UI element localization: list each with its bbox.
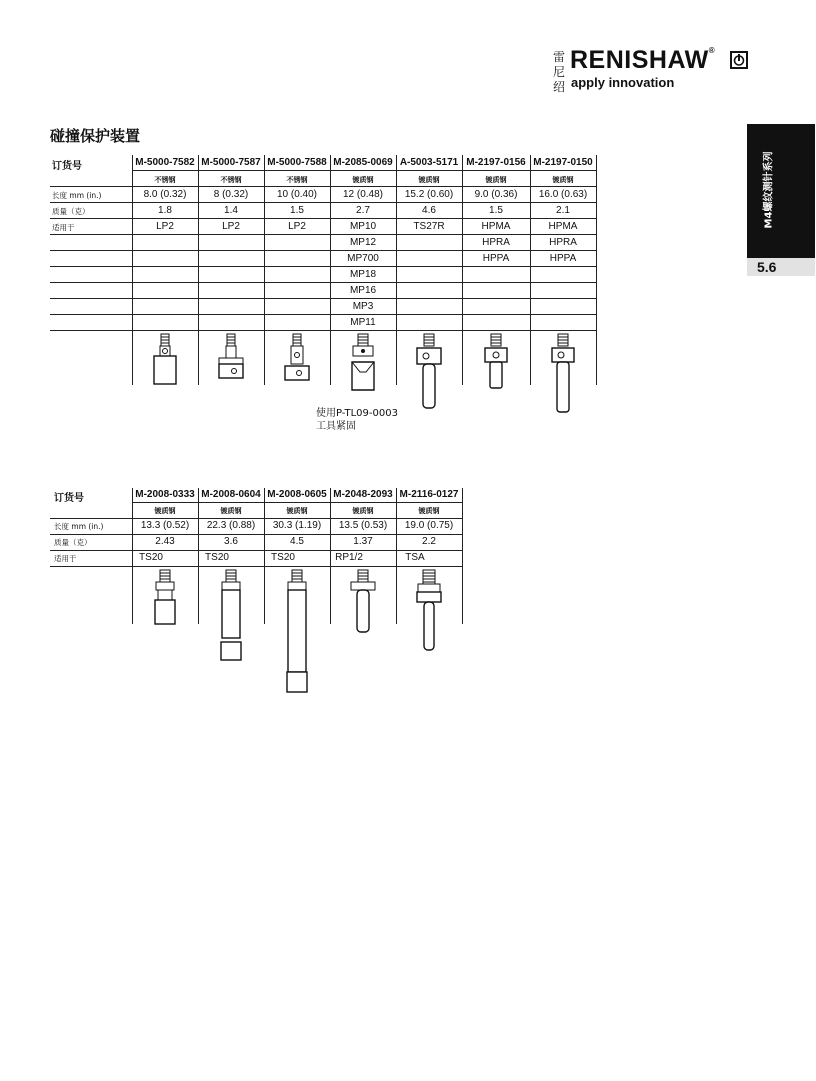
probe-part-drawing xyxy=(283,334,311,459)
mass-value: 2.7 xyxy=(356,205,370,216)
probe-part-drawing xyxy=(217,570,245,695)
row-divider xyxy=(50,566,462,567)
length-value: 15.2 (0.60) xyxy=(404,189,454,200)
product-code: M-2197-0156 xyxy=(466,157,526,168)
mass-value: 4.5 xyxy=(290,536,304,547)
compatible-probe: TS27R xyxy=(413,221,445,232)
compatible-probe: MP12 xyxy=(349,237,377,248)
length-value: 8.0 (0.32) xyxy=(143,189,187,200)
length-value: 10 (0.40) xyxy=(276,189,318,200)
compatible-probe: MP700 xyxy=(347,253,379,264)
mass-value: 3.6 xyxy=(224,536,238,547)
row-label: 长度 mm (in.) xyxy=(52,191,102,200)
row-divider xyxy=(132,170,596,171)
probe-part-drawing xyxy=(415,334,443,459)
compatible-probe: HPPA xyxy=(482,253,510,264)
probe-part-drawing xyxy=(415,570,443,695)
registered-mark: ® xyxy=(708,46,716,55)
page-number-box xyxy=(747,258,815,276)
page-number: 5.6 xyxy=(757,259,777,275)
length-value: 16.0 (0.63) xyxy=(538,189,588,200)
length-value: 9.0 (0.36) xyxy=(474,189,518,200)
product-code: M-2008-0604 xyxy=(201,489,261,500)
product-code: M-5000-7582 xyxy=(135,157,195,168)
mass-value: 1.5 xyxy=(489,205,503,216)
compatible-probe: TS20 xyxy=(205,552,229,563)
mass-value: 2.1 xyxy=(556,205,570,216)
probe-part-drawing xyxy=(549,334,577,459)
column-divider xyxy=(596,155,597,385)
row-label: 适用于 xyxy=(52,223,75,232)
tagline: apply innovation xyxy=(571,75,675,90)
compatible-probe: MP18 xyxy=(349,269,377,280)
probe-part-drawing xyxy=(217,334,245,459)
material-label: 镀质钢 xyxy=(154,507,176,515)
length-value: 13.3 (0.52) xyxy=(140,520,190,531)
compatible-probe: MP16 xyxy=(349,285,377,296)
compatible-probe: HPRA xyxy=(482,237,510,248)
product-code: A-5003-5171 xyxy=(399,157,459,168)
logo-char: 雷 xyxy=(553,50,566,64)
column-divider xyxy=(462,488,463,624)
table-header-label: 订货号 xyxy=(52,161,82,172)
product-code: M-2116-0127 xyxy=(399,489,459,500)
compatible-probe: MP3 xyxy=(352,301,374,312)
compatible-probe: TSA xyxy=(405,552,425,563)
compatible-probe: HPMA xyxy=(548,221,578,232)
compatible-probe: MP11 xyxy=(350,317,376,328)
material-label: 镀质钢 xyxy=(485,176,507,184)
logo-char: 绍 xyxy=(553,80,566,94)
compatible-probe: LP2 xyxy=(156,221,174,232)
compatible-probe: TS20 xyxy=(139,552,163,563)
logo-text: RENISHAW xyxy=(570,46,709,74)
tool-note xyxy=(316,407,398,433)
mass-value: 1.37 xyxy=(353,536,373,547)
probe-part-drawing xyxy=(151,334,179,459)
length-value: 13.5 (0.53) xyxy=(338,520,388,531)
logo-chinese-name xyxy=(553,50,567,95)
probe-part-drawing xyxy=(482,334,510,459)
renishaw-logo xyxy=(570,46,715,75)
row-label: 长度 mm (in.) xyxy=(54,522,104,531)
mass-value: 1.4 xyxy=(224,205,238,216)
logo-char: 尼 xyxy=(553,65,566,79)
product-code: M-2197-0150 xyxy=(533,157,593,168)
note-line: 工具紧固 xyxy=(316,421,356,432)
length-value: 8 (0.32) xyxy=(213,189,249,200)
material-label: 镀质钢 xyxy=(418,176,440,184)
mass-value: 2.2 xyxy=(422,536,436,547)
length-value: 22.3 (0.88) xyxy=(206,520,256,531)
row-divider xyxy=(132,502,462,503)
compatible-probe: HPPA xyxy=(549,253,577,264)
row-divider xyxy=(50,534,462,535)
product-code: M-2048-2093 xyxy=(333,489,393,500)
mass-value: 1.5 xyxy=(290,205,304,216)
product-code: M-5000-7587 xyxy=(201,157,261,168)
length-value: 12 (0.48) xyxy=(342,189,384,200)
row-label: 质量（克） xyxy=(52,207,90,216)
mass-value: 2.43 xyxy=(155,536,175,547)
material-label: 镀质钢 xyxy=(418,507,440,515)
probe-part-drawing xyxy=(151,570,179,695)
table-header-label: 订货号 xyxy=(54,493,84,504)
compatible-probe: RP1/2 xyxy=(335,552,363,563)
mass-value: 1.8 xyxy=(158,205,172,216)
probe-part-drawing xyxy=(349,570,377,695)
row-label: 适用于 xyxy=(54,554,77,563)
length-value: 30.3 (1.19) xyxy=(272,520,322,531)
probe-part-drawing xyxy=(283,570,311,695)
page-title: 碰撞保护装置 xyxy=(50,127,141,145)
material-label: 不锈钢 xyxy=(154,176,176,184)
row-divider xyxy=(50,550,462,551)
mass-value: 4.6 xyxy=(422,205,436,216)
material-label: 不锈钢 xyxy=(220,176,242,184)
compatible-probe: HPRA xyxy=(549,237,577,248)
product-code: M-5000-7588 xyxy=(267,157,327,168)
compatible-probe: TS20 xyxy=(271,552,295,563)
note-line: 使用P-TL09-0003 xyxy=(316,408,398,419)
row-divider xyxy=(50,518,462,519)
product-code: M-2008-0333 xyxy=(135,489,195,500)
side-tab-label: M4螺纹测针系列 xyxy=(763,151,775,229)
section-side-tab xyxy=(747,124,815,258)
material-label: 不锈钢 xyxy=(286,176,308,184)
length-value: 19.0 (0.75) xyxy=(404,520,454,531)
probe-part-drawing xyxy=(349,334,377,459)
renishaw-emblem-icon xyxy=(730,51,748,69)
material-label: 镀质钢 xyxy=(552,176,574,184)
compatible-probe: LP2 xyxy=(222,221,240,232)
compatible-probe: MP10 xyxy=(349,221,377,232)
material-label: 镀质钢 xyxy=(352,176,374,184)
compatible-probe: LP2 xyxy=(288,221,306,232)
material-label: 镀质钢 xyxy=(286,507,308,515)
material-label: 镀质钢 xyxy=(220,507,242,515)
material-label: 镀质钢 xyxy=(352,507,374,515)
product-code: M-2085-0069 xyxy=(333,157,393,168)
row-label: 质量（克） xyxy=(54,538,92,547)
product-code: M-2008-0605 xyxy=(267,489,327,500)
compatible-probe: HPMA xyxy=(481,221,511,232)
